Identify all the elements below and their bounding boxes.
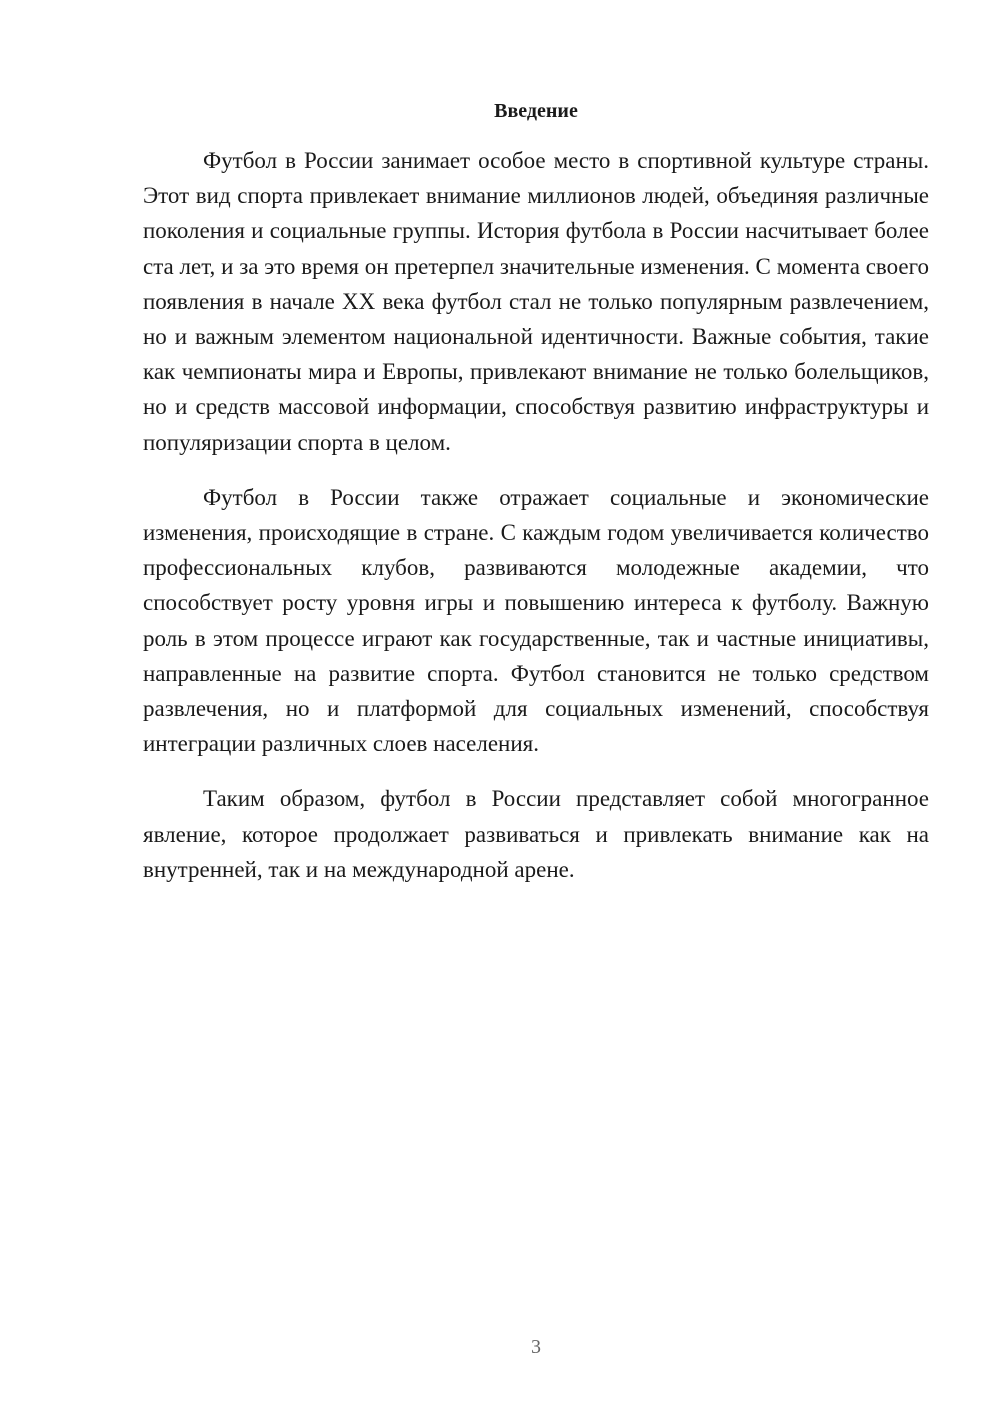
paragraph-1: Футбол в России занимает особое место в спортивной культуре страны. Этот вид спорта привлекает внимание миллионов людей, объединяя различные поколения и социальные группы. История футбола в России насчитывает более ста лет, и за это время он претерпел значительные изменения. С момента своего появления в начале XX века футбол стал не только популярным развлечением, но и важным элементом национальной идентичности. Важные события, такие как чемпионаты мира и Европы, привлекают внимание не только болельщиков, но и средств массовой информации, способствуя развитию инфраструктуры и популяризации спорта в целом. [143, 148, 929, 455]
section-heading: Введение [494, 100, 578, 122]
page-number: 3 [531, 1336, 541, 1358]
paragraph-2: Футбол в России также отражает социальные и экономические изменения, происходящие в стране. С каждым годом увеличивается количество профессиональных клубов, развиваются молодежные академии, что способствует росту уровня игры и повышению интереса к футболу. Важную роль в этом процессе играют как государственные, так и частные инициативы, направленные на развитие спорта. Футбол становится не только средством развлечения, но и платформой для социальных изменений, способствуя интеграции различных слоев населения. [143, 484, 929, 757]
body-text [143, 143, 929, 907]
paragraph-3: Таким образом, футбол в России представляет собой многогранное явление, которое продолжает развиваться и привлекать внимание как на внутренней, так и на международной арене. [143, 786, 929, 882]
